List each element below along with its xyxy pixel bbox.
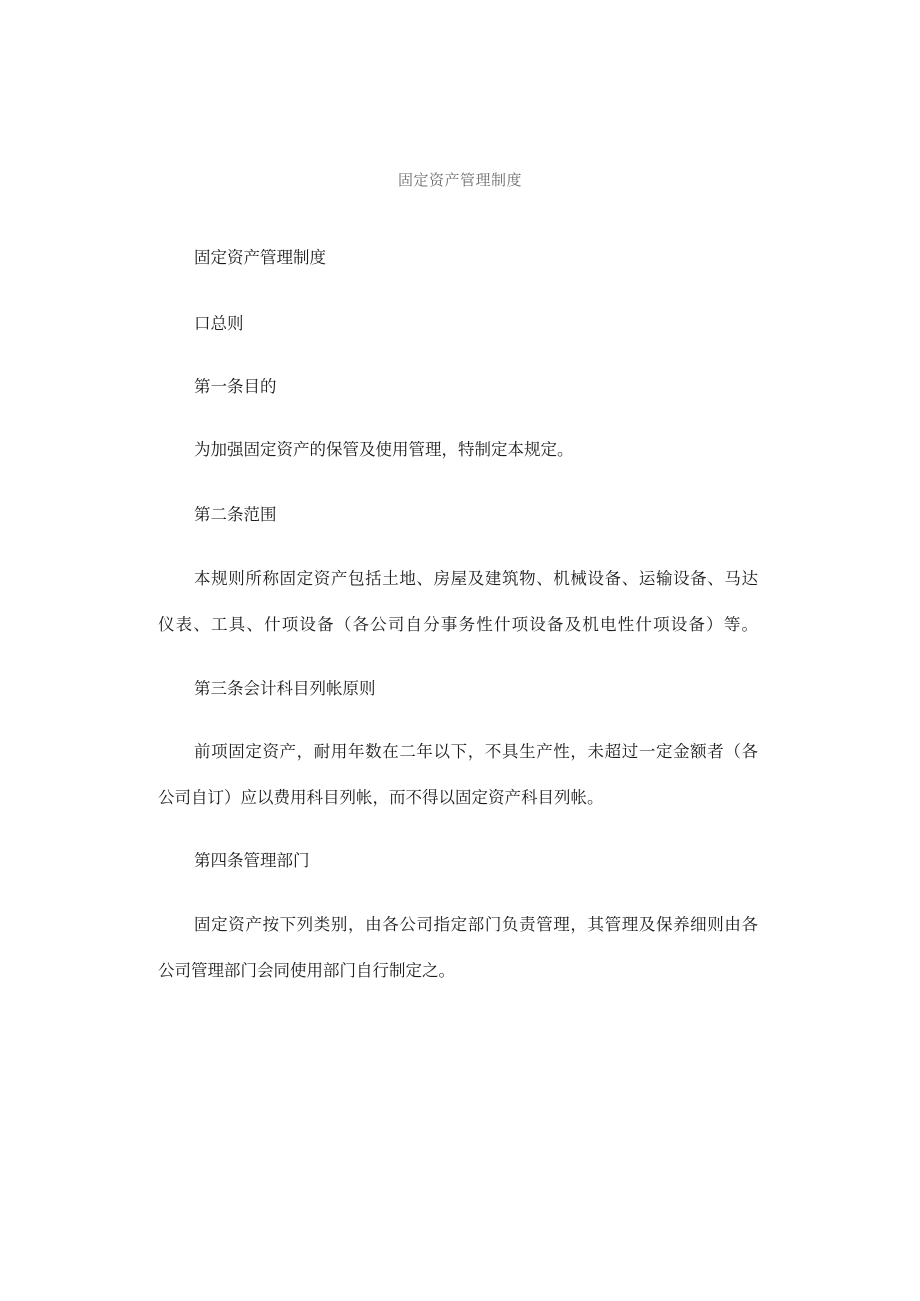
article-3-heading: 第三条会计科目列帐原则 [194,679,376,698]
article-2-text-line-1: 本规则所称固定资产包括土地、房屋及建筑物、机械设备、运输设备、马达 [194,569,758,588]
article-1-heading: 第一条目的 [194,377,277,396]
article-4-text-line-2: 公司管理部门会同使用部门自行制定之。 [158,961,455,980]
article-2-heading: 第二条范围 [194,505,277,524]
page-header-title: 固定资产管理制度 [397,171,522,189]
article-3-text-line-1: 前项固定资产，耐用年数在二年以下，不具生产性，未超过一定金额者（各 [194,742,758,761]
article-1-text: 为加强固定资产的保管及使用管理，特制定本规定。 [194,440,574,459]
article-2-text-line-2: 仪表、工具、什项设备（各公司自分事务性什项设备及机电性什项设备）等。 [158,615,758,634]
document-title: 固定资产管理制度 [194,248,326,267]
article-4-heading: 第四条管理部门 [194,851,310,870]
article-3-text-line-2: 公司自订）应以费用科目列帐，而不得以固定资产科目列帐。 [158,788,604,807]
section-general-heading: 口总则 [194,314,244,333]
article-4-text-line-1: 固定资产按下列类别，由各公司指定部门负责管理，其管理及保养细则由各 [194,915,758,934]
